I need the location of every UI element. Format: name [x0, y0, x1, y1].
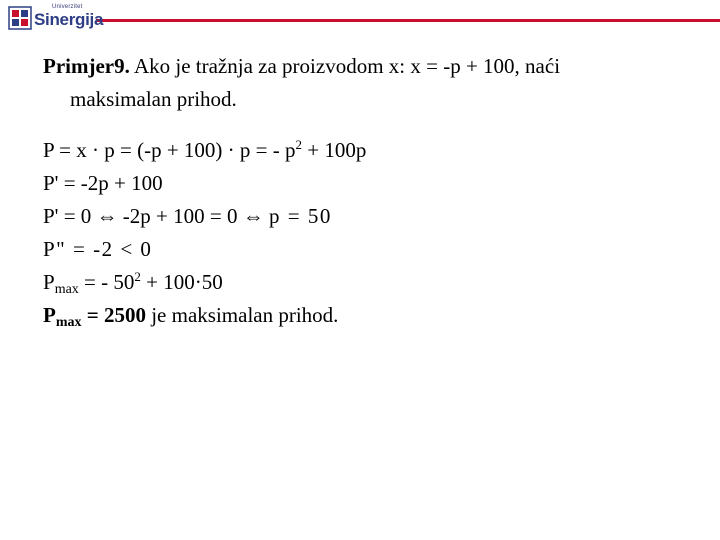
logo-name: Sinergija	[34, 10, 104, 29]
example-title-continued: maksimalan prihod.	[70, 87, 237, 111]
equation-revenue: P = x · p = (-p + 100) · p = - $p^2 + 100p$	[43, 137, 367, 162]
equation-max-substitution: $P_{max}$ = - $50^2 + 100\cdot 50$	[43, 269, 223, 297]
equation-max-result: $P_{max} = 2500$ je maksimalan prihod.	[43, 303, 339, 330]
logo-mark-icon	[8, 6, 32, 30]
equation-first-derivative: P' = -2p + 100	[43, 171, 163, 195]
slide-content	[43, 50, 703, 332]
equation-second-derivative: P" = -2 < 0	[43, 237, 153, 261]
example-title	[43, 50, 703, 83]
header-rule	[96, 19, 720, 22]
example-label: Primjer9.	[43, 54, 130, 78]
example-text: Ako je tražnja za proizvodom x: x = -p + 100, naći	[129, 54, 561, 78]
equation-block	[43, 134, 703, 332]
equation-critical-point: P' = 0 ⇔ -2p + 100 = 0 ⇔ p = 50	[43, 204, 332, 228]
university-logo	[8, 4, 104, 34]
logo-superscript: Univerzitet	[52, 4, 83, 10]
